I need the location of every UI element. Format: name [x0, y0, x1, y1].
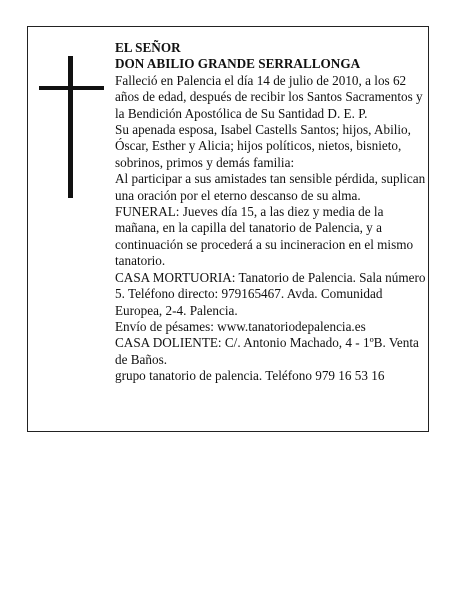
funeral-home-contact: grupo tanatorio de palencia. Teléfono 979 16 53 16: [115, 368, 385, 384]
cross-icon-vertical: [68, 56, 73, 198]
title-line-1: EL SEÑOR: [115, 40, 181, 55]
obituary-notice: [27, 26, 429, 432]
prayer-request: Al participar a sus amistades tan sensible pérdida, suplican una oración por el eterno descanso de su alma.: [115, 171, 426, 203]
condolences-info: Envío de pésames: www.tanatoriodepalencia.es: [115, 318, 366, 334]
funeral-info: FUNERAL: Jueves día 15, a las diez y media de la mañana, en la capilla del tanatorio de Palencia, y a continuación se procederá a su incineracion en el mismo tanatorio.: [115, 204, 414, 269]
deceased-name: DON ABILIO GRANDE SERRALLONGA: [115, 56, 361, 72]
mourning-house-info: CASA DOLIENTE: C/. Antonio Machado, 4 - 1ºB. Venta de Baños.: [115, 335, 419, 367]
family-paragraph: Su apenada esposa, Isabel Castells Santos; hijos, Abilio, Óscar, Esther y Alicia; hijos políticos, nietos, bisnieto, sobrinos, primos y demás familia:: [115, 122, 411, 170]
mortuary-info: CASA MORTUORIA: Tanatorio de Palencia. Sala número 5. Teléfono directo: 979165467. Avda. Comunidad Europea, 2-4. Palencia.: [115, 269, 426, 318]
notice-text: [115, 40, 427, 385]
death-announcement: Falleció en Palencia el día 14 de julio de 2010, a los 62 años de edad, después de recibir los Santos Sacramentos y la Bendición Apostólica de Su Santidad D. E. P.: [115, 72, 423, 121]
cross-icon-horizontal: [39, 86, 104, 90]
